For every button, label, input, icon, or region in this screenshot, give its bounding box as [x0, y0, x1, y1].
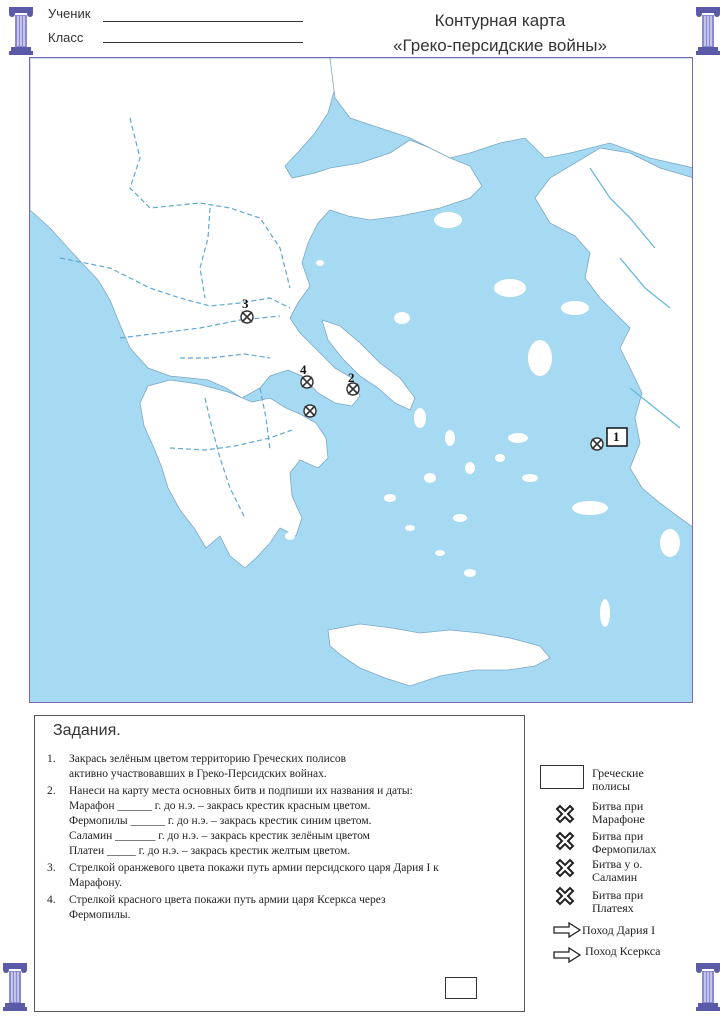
map-label-3: 3: [242, 296, 249, 311]
page-subtitle: «Греко-персидские войны»: [393, 36, 607, 55]
legend-xerxes-label: Поход Ксеркса: [585, 944, 661, 958]
arrow-right-icon: [553, 922, 581, 938]
cross-icon: [553, 802, 577, 826]
arrow-right-icon: [553, 947, 581, 963]
tasks-title: Задания.: [53, 722, 121, 739]
student-label: Ученик: [48, 6, 91, 21]
cross-icon: [553, 884, 577, 908]
grade-box[interactable]: [445, 977, 477, 999]
column-icon: [2, 962, 28, 1012]
cross-icon: [553, 829, 577, 853]
legend-salamis-label: Битва у о. Саламин: [592, 857, 643, 884]
legend-poleis-swatch: [540, 765, 584, 789]
map-label-2: 2: [348, 370, 355, 385]
task-item: 3. Стрелкой оранжевого цвета покажи путь армии персидского царя Дария I к Марафону.: [47, 862, 439, 889]
task-item: 4. Стрелкой красного цвета покажи путь армии царя Ксеркса через Фермопилы.: [47, 894, 386, 921]
task-item: 2. Нанеси на карту места основных битв и подпиши их названия и даты: Марафон ______ г. до н.э. – закрась крестик красным цветом. Фермопилы ______ г. до н.э. – закрась крестик синим цветом. Саламин _______ г. до н.э. – закрась крестик зелёным цветом Платеи _____ г. до н.э. – закрась крестик желтым цветом.: [47, 785, 413, 857]
legend-marathon-label: Битва при Марафоне: [592, 799, 645, 826]
contour-map: [29, 57, 693, 703]
map-drawing: [30, 58, 693, 703]
legend-darius-label: Поход Дария I: [582, 923, 656, 937]
cross-icon: [553, 856, 577, 880]
legend-thermopylae-label: Битва при Фермопилах: [592, 829, 657, 856]
class-field[interactable]: [103, 42, 303, 43]
column-icon: [8, 6, 34, 56]
map-label-1: 1: [613, 429, 620, 444]
legend-plataea-label: Битва при Платеях: [592, 888, 644, 915]
page-title: Контурная карта: [434, 11, 566, 30]
column-icon: [695, 962, 721, 1012]
battle-marker-thermopylae: [241, 311, 253, 323]
legend-poleis-label: Греческие полисы: [592, 766, 644, 793]
battle-marker-salamis: [304, 405, 316, 417]
task-item: 1. Закрась зелёным цветом территорию Греческих полисов активно участвовавших в Греко-Персидских войнах.: [47, 753, 347, 780]
battle-marker-asia: [591, 438, 603, 450]
map-label-4: 4: [300, 362, 307, 377]
tasks-list: [47, 752, 517, 925]
student-name-field[interactable]: [103, 21, 303, 22]
class-label: Класс: [48, 30, 84, 45]
tasks-panel: [34, 715, 525, 1012]
